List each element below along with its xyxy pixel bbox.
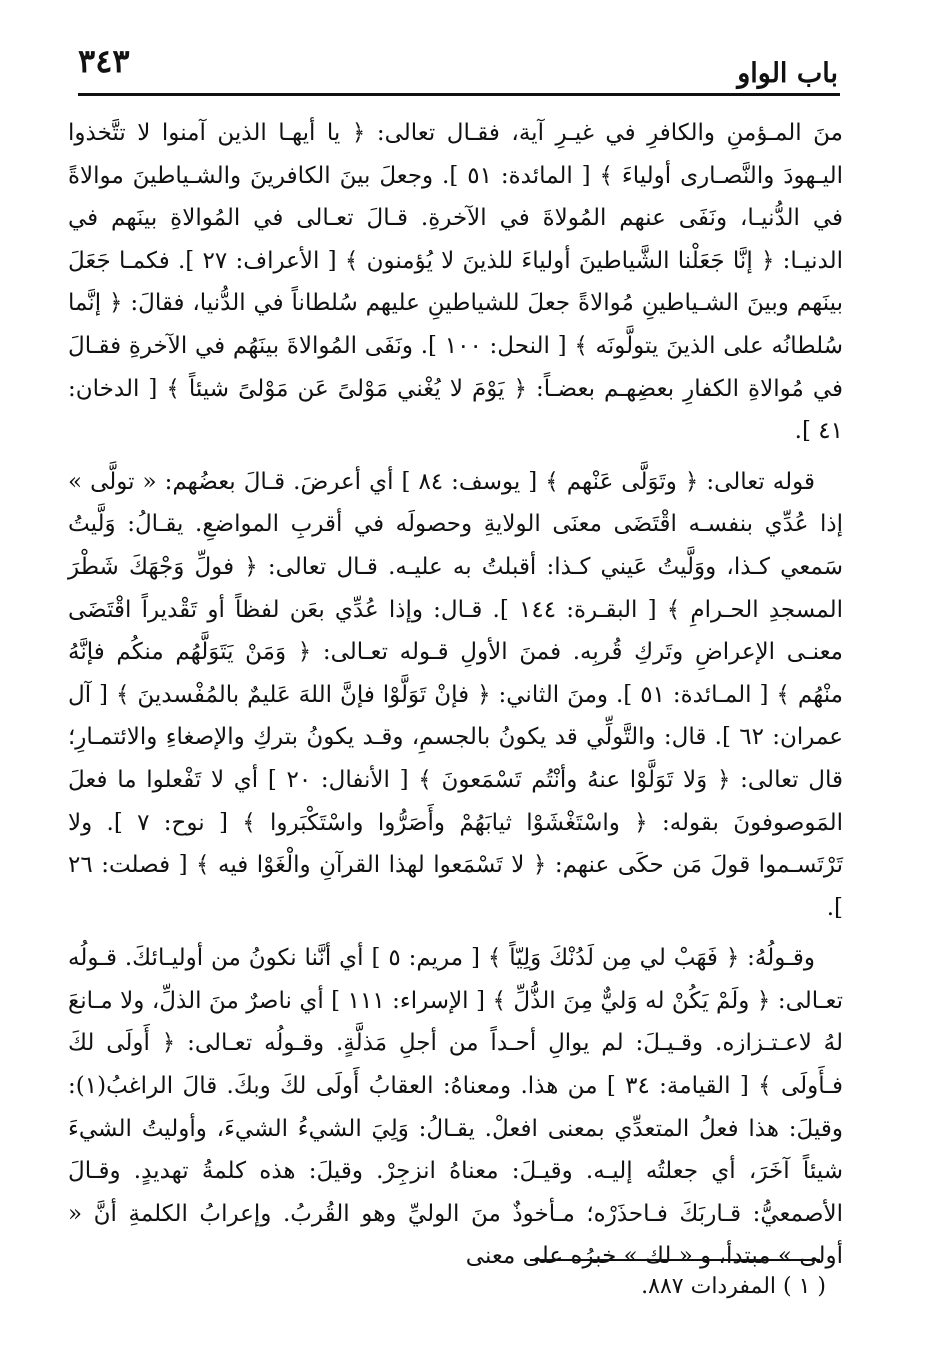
- paragraph-1: منَ المـؤمنِ والكافرِ في غيـرِ آية، فقـال تعالى: ﴿ يا أيهـا الذين آمنوا لا تتَّخذوا اليـهودَ والنَّصـارى أولياءَ ﴾ [ المائدة: ٥١ ]. وجعلَ بينَ الكافرينَ والشـياطينَ موالاةً في الدُّنيـا، ونَفَى عنهم المُولاةَ في الآخرةِ. قـالَ تعـالى في المُوالاةِ بينَهم في الدنيـا: ﴿ إنَّا جَعَلْنا الشَّياطينَ أولياءَ للذينَ لا يُؤمنون ﴾ [ الأعراف: ٢٧ ]. فكمـا جَعَلَ بينَهم وبينَ الشـياطينِ مُوالاةً جعلَ للشياطينِ عليهم سُلطاناً في الدُّنيا، فقالَ: ﴿ إنَّما سُلطانُه على الذينَ يتولَّونَه ﴾ [ النحل: ١٠٠ ]. ونَفَى المُوالاةَ بينَهُم في الآخرةِ فقـالَ في مُوالاةِ الكفارِ بعضِهـم بعضـاً: ﴿ يَوْمَ لا يُغْني مَوْلىً عَن مَوْلىً شيئاً ﴾ [ الدخان: ٤١ ].: [68, 120, 843, 445]
- chapter-title: باب الواو: [737, 58, 838, 89]
- paragraph-3: وقـولُهُ: ﴿ فَهَبْ لي مِن لَدُنْكَ وَلِيّاً ﴾ [ مريم: ٥ ] أي أنَّنا نكونُ من أوليـائكَ. قـولُه تعـالى: ﴿ ولَمْ يَكُنْ له وَليٌّ مِنَ الذُّلِّ ﴾ [ الإسراء: ١١١ ] أي ناصرٌ منَ الذلِّ، ولا مـانعَ لهُ لاعـتـزازه. وقـيـلَ: لم يوالِ أحـداً من أجلِ مَذلَّةٍ. وقـولُه تعـالى: ﴿ أَولَى لكَ فـأَولَى ﴾ [ القيامة: ٣٤ ] من هذا. ومعناهُ: العقابُ أَولَى لكَ وبكَ. قالَ الراغبُ(١): وقيلَ: هذا فعلُ المتعدِّي بمعنى افعلْ. يقـالُ: وَلِيَ الشيءُ الشيءَ، وأوليتُ الشيءَ شيئاً آخَرَ، أي جعلتُه إليـه. وقيـلَ: معناهُ انزجِرْ. وقيلَ: هذه كلمةُ تهديدٍ. وقـالَ الأصمعيُّ: قـاربَكَ فـاحذَرْه؛ مـأخوذٌ منَ الوليِّ وهو القُربُ. وإعرابُ الكلمةِ أنَّ « أولى » مبتدأ، و « لك » خبرُه على معنى: [68, 945, 844, 1270]
- header-rule: [78, 93, 840, 96]
- paragraph-2: قوله تعالى: ﴿ وتَوَلَّى عَنْهم ﴾ [ يوسف: ٨٤ ] أي أعرضَ. قـالَ بعضُهم: « تولَّى » إذا عُدِّي بنفسـه اقْتَضَى معنَى الولايةِ وحصولَه في أقربِ المواضعِ. يقـالُ: وَلَّيتُ سَمعي كـذا، ووَلَّيتُ عَيني كـذا: أقبلتُ به عليـه. قـال تعالى: ﴿ فولِّ وَجْهَكَ شَطْرَ المسجدِ الحـرامِ ﴾ [ البقـرة: ١٤٤ ]. قـال: وإذا عُدِّي بعَن لفظاً أو تَقْديراً اقْتَضَى معنـى الإعراضِ وتَركِ قُربِه. فمنَ الأولِ قـوله تعـالى: ﴿ وَمَنْ يَتَوَلَّهُم منكُم فإنَّهُ منْهُم ﴾ [ المـائدة: ٥١ ]. ومنَ الثاني: ﴿ فإنْ تَوَلَّوْا فإنَّ اللهَ عَليمٌ بالمُفْسدينَ ﴾ [ آل عمران: ٦٢ ]. قال: والتَّولِّي قد يكونُ بالجسمِ، وقـد يكونُ بتركِ والإصغاءِ والائتمـارِ؛ قال تعالى: ﴿ وَلا تَوَلَّوْا عنهُ وأنْتُم تَسْمَعونَ ﴾ [ الأنفال: ٢٠ ] أي لا تَفْعلوا ما فعلَ المَوصوفونَ بقوله: ﴿ واسْتَغْشَوْا ثيابَهُمْ وأَصَرُّوا واسْتَكْبَروا ﴾ [ نوح: ٧ ]. ولا تَرْتَسـموا قولَ مَن حكَى عنهم: ﴿ لا تَسْمَعوا لهذا القرآنِ والْغَوْا فيه ﴾ [ فصلت: ٢٦ ].: [68, 468, 843, 921]
- body-text: [68, 112, 843, 1286]
- footnote: ( ١ ) المفردات ٨٨٧.: [641, 1274, 826, 1299]
- page-number: ٣٤٣: [78, 42, 130, 80]
- footnote-rule: [530, 1259, 820, 1261]
- page-header: [78, 40, 838, 92]
